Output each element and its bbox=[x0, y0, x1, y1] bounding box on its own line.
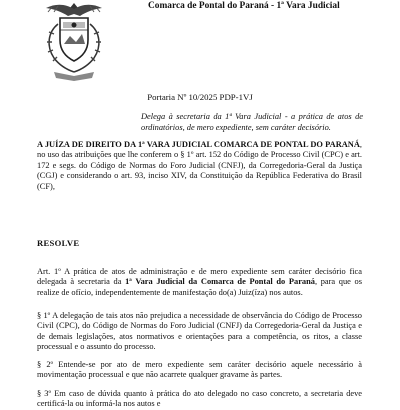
article-1 bbox=[37, 267, 362, 298]
intro-authority: A JUÍZA DE DIREITO DA 1ª VARA JUDICIAL COMARCA DE PONTAL DO PARANÁ bbox=[37, 140, 360, 149]
article-1-court-name: 1ª Vara Judicial da Comarca de Pontal do Paraná bbox=[125, 277, 315, 287]
paragraph-2: § 2º Entende-se por ato de mero expediente sem caráter decisório aquele necessário à movimentação processual e que não acarrete qualquer gravame às partes. bbox=[37, 360, 362, 380]
ementa: Delega à secretaria da 1ª Vara Judicial - a prática de atos de ordinatórios, de mero expediente, sem caráter decisório. bbox=[141, 112, 363, 132]
parana-coat-of-arms-icon bbox=[32, 0, 116, 82]
intro-text: , no uso das atribuições que lhe conferem o § 1º art. 152 do Código de Processo Civil (CPC) e art. 172 e segs. do Código de Normas do Foro Judicial (CNFJ), da Corregedoria-Geral da Justiça (CGJ) e considerando o art. 93, inciso XIV, da Constituição da República Federativa do Brasil (CF), bbox=[37, 140, 362, 191]
article-1-text-start: Art. 1º A prática de atos de administração e de mero expediente sem caráter decisório fica delegada à secretaria da bbox=[37, 267, 362, 287]
portaria-number: Portaria Nº 10/2025 PDP-1VJ bbox=[147, 92, 253, 102]
resolve-heading: RESOLVE bbox=[37, 238, 80, 248]
paragraph-3: § 3º Em caso de dúvida quanto à prática do ato delegado no caso concreto, a secretaria deve certificá-la ou informá-la nos autos e bbox=[37, 389, 362, 409]
paragraph-1: § 1º A delegação de tais atos não prejudica a necessidade de observância do Código de Processo Civil (CPC), do Código de Normas do Foro Judicial (CNFJ) da Corregedoria-Geral da Justiça e de demais legislações, atos normativos e orientações para a competência, os ritos, a classe processual e o assunto do processo. bbox=[37, 311, 362, 352]
article-1-text-end: , para que os realize de ofício, independentemente de manifestação do(a) Juiz(íza) nos autos. bbox=[37, 277, 362, 297]
intro-paragraph bbox=[37, 140, 362, 192]
court-header: Comarca de Pontal do Paraná - 1ª Vara Judicial bbox=[148, 1, 340, 11]
